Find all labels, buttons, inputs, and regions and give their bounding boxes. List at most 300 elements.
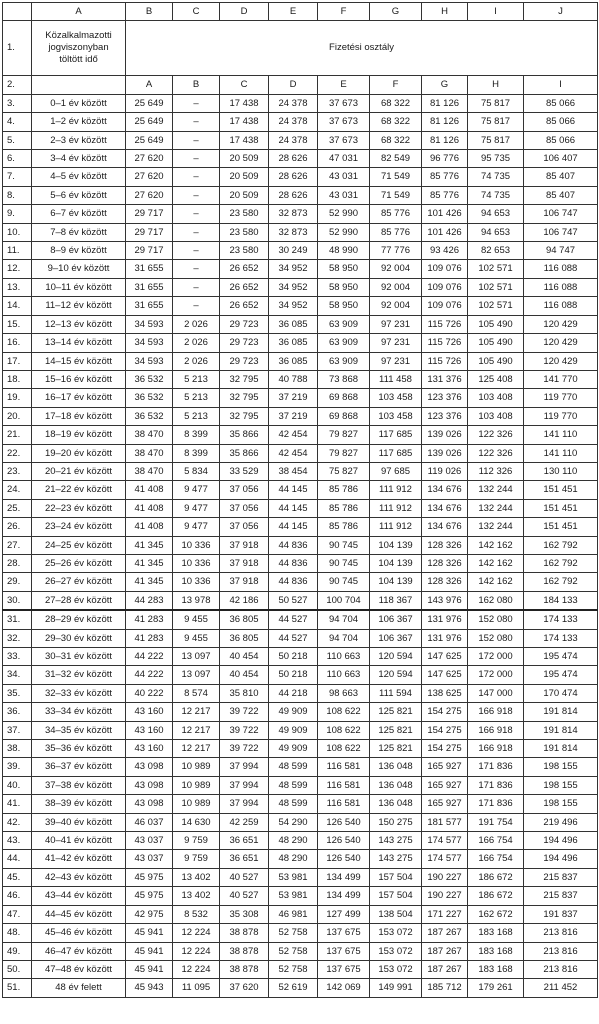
row-number: 48. [3,924,32,942]
table-row [3,887,598,905]
salary-cell-class-c: 37 994 [220,795,269,813]
salary-cell-class-b: 9 477 [173,499,220,517]
salary-cell-class-i: 191 837 [524,905,598,923]
salary-cell-class-f: 82 549 [370,150,422,168]
salary-cell-class-c: 37 918 [220,554,269,572]
salary-cell-class-i: 85 066 [524,113,598,131]
salary-cell-class-b: 10 336 [173,573,220,591]
salary-cell-class-d: 50 527 [269,591,318,610]
salary-cell-class-a: 25 649 [126,131,173,149]
salary-cell-class-h: 171 836 [468,758,524,776]
salary-cell-class-g: 154 275 [422,740,468,758]
salary-cell-class-e: 94 704 [318,610,370,629]
salary-cell-class-e: 137 675 [318,924,370,942]
service-time-header-line2: jogviszonyban [48,42,109,54]
salary-cell-class-f: 106 367 [370,610,422,629]
salary-cell-class-d: 28 626 [269,186,318,204]
salary-cell-class-b: – [173,278,220,296]
salary-cell-class-f: 71 549 [370,186,422,204]
salary-cell-class-c: 23 580 [220,205,269,223]
row-number: 44. [3,850,32,868]
table-row [3,370,598,388]
salary-cell-class-c: 26 652 [220,297,269,315]
salary-cell-class-h: 162 080 [468,591,524,610]
class-letter: B [173,76,220,94]
salary-cell-class-g: 81 126 [422,94,468,112]
salary-cell-class-e: 37 673 [318,113,370,131]
salary-cell-class-i: 198 155 [524,795,598,813]
row-number: 45. [3,868,32,886]
salary-cell-class-i: 151 451 [524,518,598,536]
salary-cell-class-g: 128 326 [422,536,468,554]
salary-cell-class-a: 42 975 [126,905,173,923]
salary-cell-class-f: 118 367 [370,591,422,610]
salary-cell-class-f: 153 072 [370,942,422,960]
salary-cell-class-b: 10 336 [173,536,220,554]
salary-cell-class-a: 43 160 [126,740,173,758]
salary-cell-class-h: 183 168 [468,960,524,978]
row-number: 49. [3,942,32,960]
table-row [3,407,598,425]
salary-cell-class-c: 26 652 [220,260,269,278]
table-row [3,740,598,758]
row-number: 24. [3,481,32,499]
salary-cell-class-d: 44 145 [269,499,318,517]
row-number: 42. [3,813,32,831]
salary-cell-class-i: 195 474 [524,648,598,666]
salary-cell-class-g: 131 976 [422,610,468,629]
salary-cell-class-f: 138 504 [370,905,422,923]
row-number: 3. [3,94,32,112]
salary-cell-class-i: 195 474 [524,666,598,684]
salary-cell-class-e: 142 069 [318,979,370,997]
table-row [3,850,598,868]
salary-cell-class-f: 153 072 [370,960,422,978]
class-letter: D [269,76,318,94]
salary-cell-class-e: 69 868 [318,407,370,425]
service-time-header-line3: töltött idő [59,54,98,66]
service-time-header-line1: Közalkalmazotti [45,30,112,42]
salary-cell-class-d: 36 085 [269,352,318,370]
salary-cell-class-g: 81 126 [422,113,468,131]
salary-cell-class-e: 52 990 [318,205,370,223]
salary-cell-class-e: 116 581 [318,758,370,776]
service-period-cell: 4–5 év között [32,168,126,186]
salary-cell-class-h: 152 080 [468,629,524,647]
salary-cell-class-e: 90 745 [318,536,370,554]
service-period-cell: 28–29 év között [32,610,126,629]
salary-cell-class-e: 98 663 [318,684,370,702]
salary-cell-class-a: 29 717 [126,205,173,223]
salary-cell-class-h: 183 168 [468,924,524,942]
salary-cell-class-c: 37 620 [220,979,269,997]
salary-cell-class-e: 90 745 [318,573,370,591]
salary-cell-class-e: 134 499 [318,868,370,886]
salary-cell-class-c: 17 438 [220,131,269,149]
row-number: 51. [3,979,32,997]
salary-cell-class-c: 36 651 [220,832,269,850]
salary-cell-class-c: 40 454 [220,648,269,666]
salary-cell-class-b: 9 477 [173,481,220,499]
salary-cell-class-f: 77 776 [370,242,422,260]
service-period-cell: 3–4 év között [32,150,126,168]
salary-cell-class-h: 105 490 [468,334,524,352]
service-period-cell: 24–25 év között [32,536,126,554]
class-letter: C [220,76,269,94]
salary-cell-class-a: 45 975 [126,887,173,905]
salary-cell-class-d: 48 599 [269,795,318,813]
salary-cell-class-f: 103 458 [370,407,422,425]
salary-cell-class-i: 162 792 [524,573,598,591]
service-period-cell: 48 év felett [32,979,126,997]
salary-cell-class-g: 81 126 [422,131,468,149]
salary-cell-class-a: 45 943 [126,979,173,997]
salary-cell-class-d: 34 952 [269,297,318,315]
salary-cell-class-g: 165 927 [422,795,468,813]
salary-cell-class-h: 162 672 [468,905,524,923]
table-row [3,260,598,278]
salary-cell-class-a: 38 470 [126,426,173,444]
salary-cell-class-h: 171 836 [468,776,524,794]
salary-cell-class-h: 166 918 [468,703,524,721]
table-row [3,960,598,978]
salary-cell-class-c: 33 529 [220,462,269,480]
table-row [3,554,598,572]
salary-cell-class-h: 75 817 [468,113,524,131]
salary-cell-class-i: 116 088 [524,260,598,278]
salary-cell-class-f: 106 367 [370,629,422,647]
salary-cell-class-d: 40 788 [269,370,318,388]
salary-cell-class-i: 106 407 [524,150,598,168]
table-row [3,315,598,333]
table-row [3,186,598,204]
salary-cell-class-g: 187 267 [422,960,468,978]
salary-cell-class-g: 115 726 [422,315,468,333]
table-row [3,205,598,223]
service-period-cell: 45–46 év között [32,924,126,942]
class-letter: E [318,76,370,94]
salary-cell-class-b: 5 834 [173,462,220,480]
salary-cell-class-c: 38 878 [220,942,269,960]
salary-cell-class-b: 9 455 [173,629,220,647]
salary-cell-class-b: 12 224 [173,924,220,942]
service-period-cell: 35–36 év között [32,740,126,758]
service-period-cell: 21–22 év között [32,481,126,499]
salary-cell-class-a: 41 345 [126,573,173,591]
salary-cell-class-b: – [173,186,220,204]
salary-cell-class-a: 36 532 [126,370,173,388]
salary-cell-class-d: 32 873 [269,223,318,241]
salary-cell-class-b: 10 336 [173,554,220,572]
salary-cell-class-d: 34 952 [269,260,318,278]
salary-cell-class-b: 13 402 [173,887,220,905]
row-number: 9. [3,205,32,223]
table-row [3,610,598,629]
salary-cell-class-d: 49 909 [269,703,318,721]
salary-cell-class-d: 24 378 [269,94,318,112]
salary-cell-class-c: 20 509 [220,150,269,168]
salary-cell-class-b: 12 224 [173,960,220,978]
salary-cell-class-e: 137 675 [318,942,370,960]
salary-cell-class-i: 191 814 [524,740,598,758]
table-row [3,813,598,831]
salary-cell-class-d: 52 619 [269,979,318,997]
service-period-cell: 27–28 év között [32,591,126,610]
salary-cell-class-i: 191 814 [524,721,598,739]
salary-cell-class-d: 50 218 [269,648,318,666]
salary-cell-class-b: 12 217 [173,703,220,721]
salary-cell-class-b: 5 213 [173,407,220,425]
salary-cell-class-b: 14 630 [173,813,220,831]
table-row [3,536,598,554]
salary-cell-class-i: 151 451 [524,481,598,499]
salary-cell-class-f: 120 594 [370,666,422,684]
salary-cell-class-c: 37 918 [220,536,269,554]
table-row [3,131,598,149]
salary-cell-class-b: 10 989 [173,776,220,794]
salary-cell-class-a: 46 037 [126,813,173,831]
salary-cell-class-g: 131 976 [422,629,468,647]
table-row [3,629,598,647]
salary-cell-class-a: 43 160 [126,721,173,739]
salary-cell-class-i: 116 088 [524,278,598,296]
salary-cell-class-h: 166 754 [468,850,524,868]
service-period-cell: 22–23 év között [32,499,126,517]
table-row [3,979,598,997]
table-row [3,352,598,370]
salary-cell-class-g: 101 426 [422,223,468,241]
class-letter: G [422,76,468,94]
salary-cell-class-f: 97 231 [370,352,422,370]
header-row [3,21,598,76]
salary-cell-class-g: 190 227 [422,887,468,905]
salary-cell-class-c: 36 805 [220,629,269,647]
salary-cell-class-f: 111 458 [370,370,422,388]
salary-cell-class-g: 134 676 [422,518,468,536]
salary-cell-class-d: 36 085 [269,315,318,333]
salary-cell-class-c: 32 795 [220,370,269,388]
salary-cell-class-a: 44 283 [126,591,173,610]
salary-cell-class-g: 174 577 [422,850,468,868]
salary-cell-class-a: 27 620 [126,168,173,186]
salary-cell-class-b: 8 532 [173,905,220,923]
row-number: 17. [3,352,32,370]
salary-cell-class-c: 39 722 [220,740,269,758]
salary-cell-class-d: 37 219 [269,389,318,407]
salary-cell-class-d: 54 290 [269,813,318,831]
salary-cell-class-h: 186 672 [468,868,524,886]
salary-cell-class-g: 139 026 [422,444,468,462]
salary-cell-class-e: 116 581 [318,776,370,794]
row-number: 47. [3,905,32,923]
salary-cell-class-h: 102 571 [468,297,524,315]
salary-cell-class-c: 35 866 [220,426,269,444]
salary-cell-class-g: 187 267 [422,942,468,960]
table-row [3,666,598,684]
salary-cell-class-i: 215 837 [524,887,598,905]
salary-cell-class-c: 39 722 [220,703,269,721]
salary-cell-class-i: 170 474 [524,684,598,702]
salary-cell-class-c: 29 723 [220,352,269,370]
salary-table-page [2,2,598,998]
salary-cell-class-a: 45 975 [126,868,173,886]
table-row [3,113,598,131]
row-number: 28. [3,554,32,572]
salary-cell-class-g: 187 267 [422,924,468,942]
salary-cell-class-f: 111 912 [370,499,422,517]
salary-table [2,2,598,998]
salary-cell-class-h: 183 168 [468,942,524,960]
salary-cell-class-g: 147 625 [422,648,468,666]
salary-cell-class-g: 119 026 [422,462,468,480]
service-period-cell: 36–37 év között [32,758,126,776]
salary-cell-class-c: 36 805 [220,610,269,629]
salary-cell-class-g: 181 577 [422,813,468,831]
salary-cell-class-e: 116 581 [318,795,370,813]
salary-cell-class-a: 34 593 [126,334,173,352]
salary-cell-class-i: 106 747 [524,223,598,241]
salary-cell-class-b: 9 455 [173,610,220,629]
salary-cell-class-f: 125 821 [370,721,422,739]
salary-cell-class-h: 191 754 [468,813,524,831]
salary-cell-class-g: 101 426 [422,205,468,223]
salary-cell-class-g: 128 326 [422,554,468,572]
corner-cell [3,3,32,21]
salary-cell-class-h: 132 244 [468,499,524,517]
salary-cell-class-c: 32 795 [220,389,269,407]
service-period-cell: 6–7 év között [32,205,126,223]
col-letter: F [318,3,370,21]
row-number: 13. [3,278,32,296]
salary-cell-class-f: 92 004 [370,278,422,296]
row-number: 8. [3,186,32,204]
row-number: 32. [3,629,32,647]
table-row [3,481,598,499]
salary-cell-class-e: 43 031 [318,186,370,204]
salary-cell-class-a: 44 222 [126,666,173,684]
salary-cell-class-i: 215 837 [524,868,598,886]
salary-cell-class-e: 63 909 [318,352,370,370]
salary-cell-class-b: – [173,297,220,315]
service-period-cell: 9–10 év között [32,260,126,278]
col-letter: G [370,3,422,21]
salary-cell-class-b: 9 477 [173,518,220,536]
row-number: 27. [3,536,32,554]
salary-cell-class-h: 142 162 [468,536,524,554]
salary-cell-class-h: 112 326 [468,462,524,480]
salary-cell-class-e: 108 622 [318,740,370,758]
salary-cell-class-g: 131 376 [422,370,468,388]
salary-cell-class-g: 154 275 [422,703,468,721]
table-row [3,924,598,942]
salary-cell-class-c: 20 509 [220,186,269,204]
row-number: 19. [3,389,32,407]
salary-cell-class-i: 151 451 [524,499,598,517]
service-period-cell: 23–24 év között [32,518,126,536]
salary-cell-class-f: 117 685 [370,444,422,462]
salary-cell-class-d: 53 981 [269,887,318,905]
row-number: 10. [3,223,32,241]
table-row [3,297,598,315]
salary-cell-class-e: 137 675 [318,960,370,978]
salary-cell-class-e: 85 786 [318,499,370,517]
salary-cell-class-h: 103 408 [468,389,524,407]
salary-cell-class-d: 28 626 [269,150,318,168]
salary-cell-class-g: 85 776 [422,168,468,186]
salary-cell-class-b: 12 217 [173,721,220,739]
salary-cell-class-a: 40 222 [126,684,173,702]
salary-cell-class-h: 172 000 [468,648,524,666]
salary-cell-class-g: 138 625 [422,684,468,702]
salary-cell-class-b: – [173,131,220,149]
salary-cell-class-e: 43 031 [318,168,370,186]
service-period-cell: 31–32 év között [32,666,126,684]
col-letter: J [524,3,598,21]
class-letters-row [3,76,598,94]
salary-cell-class-f: 150 275 [370,813,422,831]
salary-cell-class-c: 29 723 [220,334,269,352]
salary-cell-class-h: 186 672 [468,887,524,905]
salary-cell-class-d: 44 836 [269,573,318,591]
salary-cell-class-f: 97 231 [370,334,422,352]
salary-cell-class-f: 136 048 [370,795,422,813]
salary-cell-class-c: 39 722 [220,721,269,739]
salary-cell-class-b: 13 402 [173,868,220,886]
table-row [3,868,598,886]
salary-cell-class-a: 41 408 [126,481,173,499]
salary-cell-class-e: 48 990 [318,242,370,260]
salary-cell-class-c: 32 795 [220,407,269,425]
salary-cell-class-f: 136 048 [370,776,422,794]
table-row [3,648,598,666]
salary-cell-class-f: 136 048 [370,758,422,776]
salary-cell-class-f: 104 139 [370,573,422,591]
salary-cell-class-c: 17 438 [220,113,269,131]
salary-cell-class-e: 37 673 [318,131,370,149]
salary-cell-class-e: 73 868 [318,370,370,388]
class-letter: H [468,76,524,94]
salary-cell-class-b: 12 217 [173,740,220,758]
service-time-header [32,21,126,76]
salary-cell-class-a: 36 532 [126,407,173,425]
row-number: 22. [3,444,32,462]
table-row [3,334,598,352]
salary-cell-class-d: 48 599 [269,758,318,776]
table-row [3,168,598,186]
salary-cell-class-f: 149 991 [370,979,422,997]
salary-cell-class-e: 37 673 [318,94,370,112]
table-row [3,223,598,241]
salary-cell-class-b: 11 095 [173,979,220,997]
salary-cell-class-f: 97 685 [370,462,422,480]
salary-cell-class-a: 29 717 [126,242,173,260]
salary-cell-class-h: 105 490 [468,315,524,333]
service-period-cell: 13–14 év között [32,334,126,352]
salary-cell-class-a: 41 345 [126,554,173,572]
salary-cell-class-f: 117 685 [370,426,422,444]
salary-cell-class-i: 85 066 [524,131,598,149]
salary-cell-class-i: 120 429 [524,334,598,352]
service-period-cell: 20–21 év között [32,462,126,480]
service-period-cell: 18–19 év között [32,426,126,444]
salary-cell-class-g: 85 776 [422,186,468,204]
salary-cell-class-f: 104 139 [370,536,422,554]
service-period-cell: 25–26 év között [32,554,126,572]
salary-cell-class-h: 132 244 [468,481,524,499]
salary-cell-class-i: 162 792 [524,536,598,554]
service-period-cell: 39–40 év között [32,813,126,831]
table-row [3,462,598,480]
